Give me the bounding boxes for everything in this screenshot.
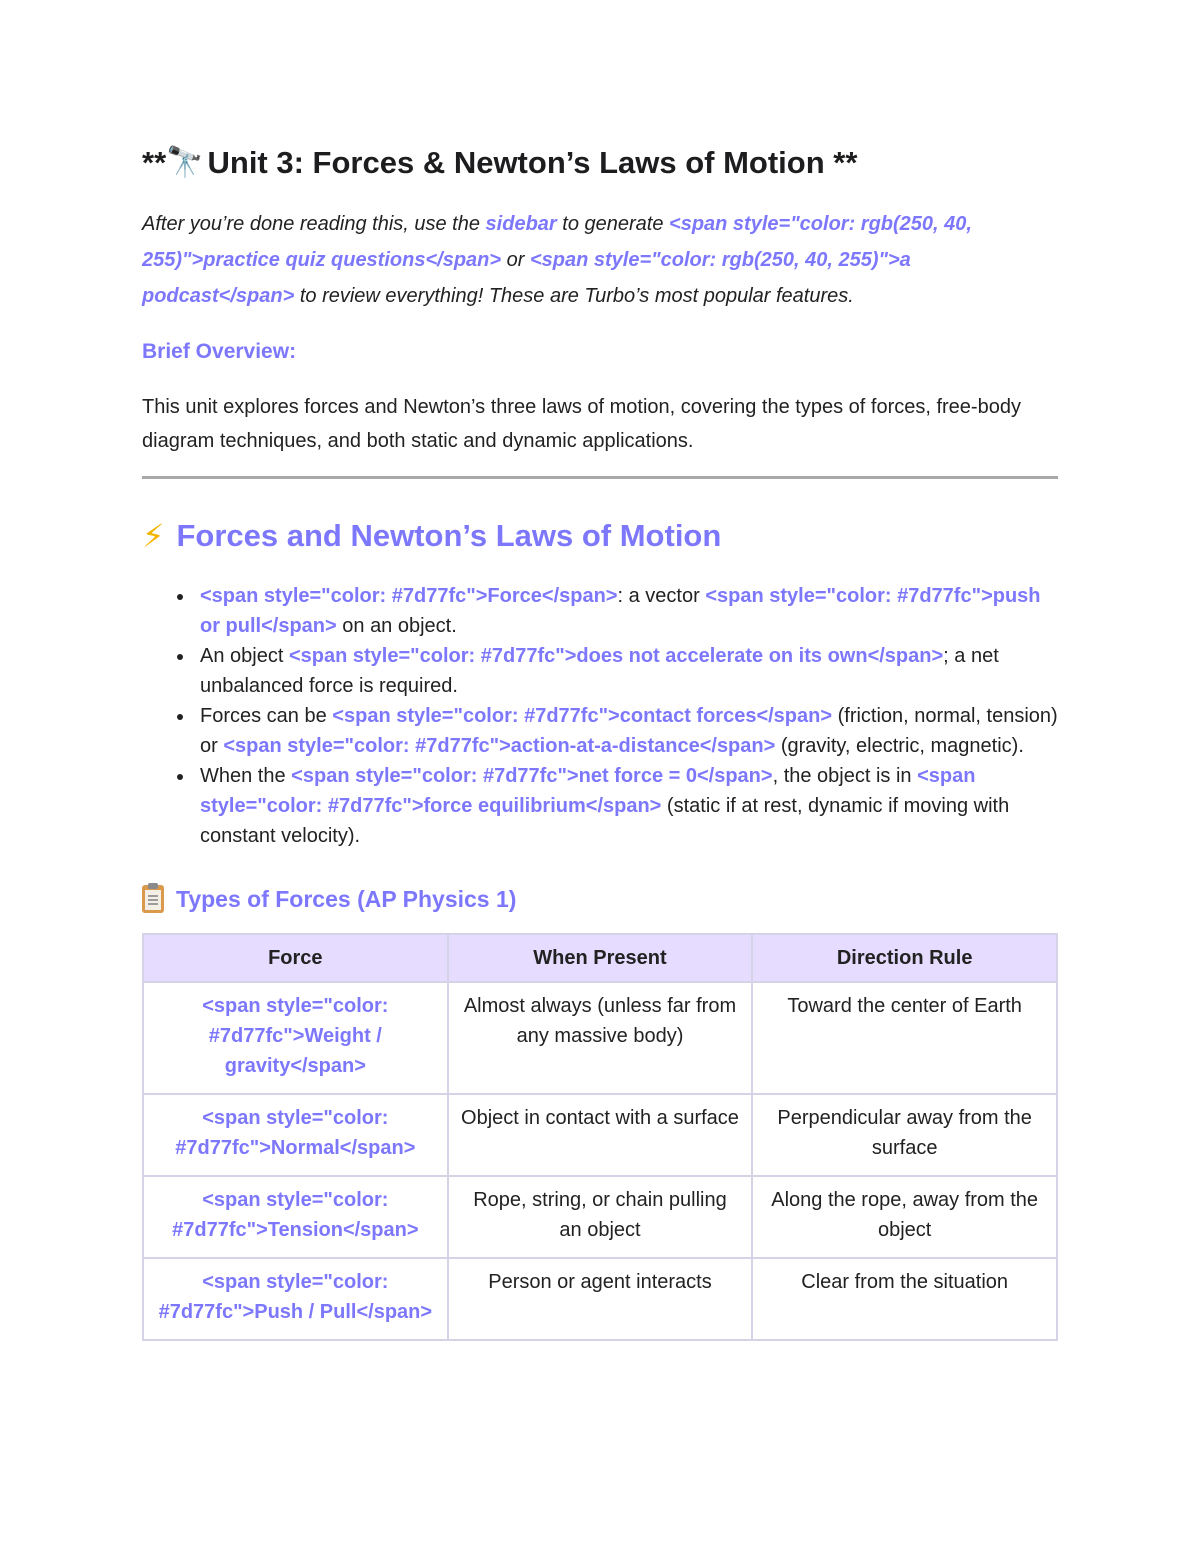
clipboard-icon — [142, 885, 164, 913]
list-item — [200, 761, 1058, 851]
direction-rule-cell: Perpendicular away from the surface — [752, 1094, 1057, 1176]
telescope-icon: 🔭 — [166, 146, 204, 179]
bullet-text: Forces can be — [200, 705, 333, 727]
bullet-highlight: <span style="color: #7d77fc">contact forces</span> — [332, 705, 833, 727]
types-heading-text: Types of Forces (AP Physics 1) — [176, 885, 517, 912]
bullet-text: (gravity, electric, magnetic). — [775, 735, 1024, 757]
list-item — [200, 701, 1058, 761]
table-row — [143, 982, 1057, 1094]
forces-table — [142, 933, 1058, 1341]
table-header-row — [143, 934, 1057, 982]
when-present-cell: Object in contact with a surface — [448, 1094, 753, 1176]
list-item — [200, 641, 1058, 701]
force-cell: <span style="color: #7d77fc">Push / Pull</span> — [143, 1258, 448, 1340]
column-header: Direction Rule — [752, 934, 1057, 982]
intro-paragraph — [142, 206, 1058, 314]
bullet-highlight: <span style="color: #7d77fc">force equilibrium</span> — [200, 765, 976, 817]
key-points-list — [142, 581, 1058, 851]
when-present-cell: Rope, string, or chain pulling an object — [448, 1176, 753, 1258]
types-heading — [142, 885, 1058, 913]
intro-text-3: or — [501, 249, 530, 271]
when-present-cell: Person or agent interacts — [448, 1258, 753, 1340]
table-row — [143, 1094, 1057, 1176]
title-text: Unit 3: Forces & Newton’s Laws of Motion ** — [207, 145, 858, 180]
bullet-text: (friction, normal, tension) or — [200, 705, 1058, 757]
direction-rule-cell: Toward the center of Earth — [752, 982, 1057, 1094]
sidebar-link[interactable]: sidebar — [485, 213, 557, 235]
intro-text-2: to generate — [556, 213, 670, 235]
quiz-highlight: <span style="color: rgb(250, 40, 255)">practice quiz questions</span> — [142, 213, 972, 271]
bullet-highlight: <span style="color: #7d77fc">does not accelerate on its own</span> — [288, 645, 944, 667]
document-content — [142, 140, 1058, 1341]
column-header: When Present — [448, 934, 753, 982]
brief-overview-heading: Brief Overview: — [142, 340, 297, 363]
intro-text-4: to review everything! These are Turbo’s most popular features. — [294, 285, 854, 307]
overview-paragraph: This unit explores forces and Newton’s three laws of motion, covering the types of forces, free-body diagram techniques, and both static and dynamic applications. — [142, 396, 1021, 452]
bullet-text: on an object. — [336, 615, 457, 637]
bullet-text: : a vector — [617, 585, 706, 607]
force-cell: <span style="color: #7d77fc">Tension</span> — [143, 1176, 448, 1258]
when-present-cell: Almost always (unless far from any massive body) — [448, 982, 753, 1094]
podcast-highlight: <span style="color: rgb(250, 40, 255)">a podcast</span> — [142, 249, 911, 307]
lightning-icon: ⚡ — [142, 518, 165, 554]
bullet-highlight: <span style="color: #7d77fc">push or pull</span> — [200, 585, 1041, 637]
bullet-text: ; a net unbalanced force is required. — [200, 645, 999, 697]
table-row — [143, 1176, 1057, 1258]
bullet-text: (static if at rest, dynamic if moving with constant velocity). — [200, 795, 1010, 847]
section-heading — [142, 517, 1058, 555]
table-row — [143, 1258, 1057, 1340]
bullet-text: When the — [200, 765, 292, 787]
direction-rule-cell: Clear from the situation — [752, 1258, 1057, 1340]
section-heading-text: Forces and Newton’s Laws of Motion — [176, 518, 722, 553]
force-cell: <span style="color: #7d77fc">Weight / gravity</span> — [143, 982, 448, 1094]
column-header: Force — [143, 934, 448, 982]
title-prefix: ** — [142, 145, 167, 180]
intro-text-1: After you’re done reading this, use the — [142, 213, 486, 235]
section-divider — [142, 476, 1058, 479]
force-cell: <span style="color: #7d77fc">Normal</span> — [143, 1094, 448, 1176]
bullet-highlight: <span style="color: #7d77fc">action-at-a-distance</span> — [223, 735, 776, 757]
bullet-highlight: <span style="color: #7d77fc">net force = 0</span> — [291, 765, 773, 787]
bullet-text: , the object is in — [772, 765, 918, 787]
direction-rule-cell: Along the rope, away from the object — [752, 1176, 1057, 1258]
list-item — [200, 581, 1058, 641]
bullet-highlight: <span style="color: #7d77fc">Force</span> — [200, 585, 618, 607]
bullet-text: An object — [200, 645, 289, 667]
page-title — [142, 140, 1058, 186]
